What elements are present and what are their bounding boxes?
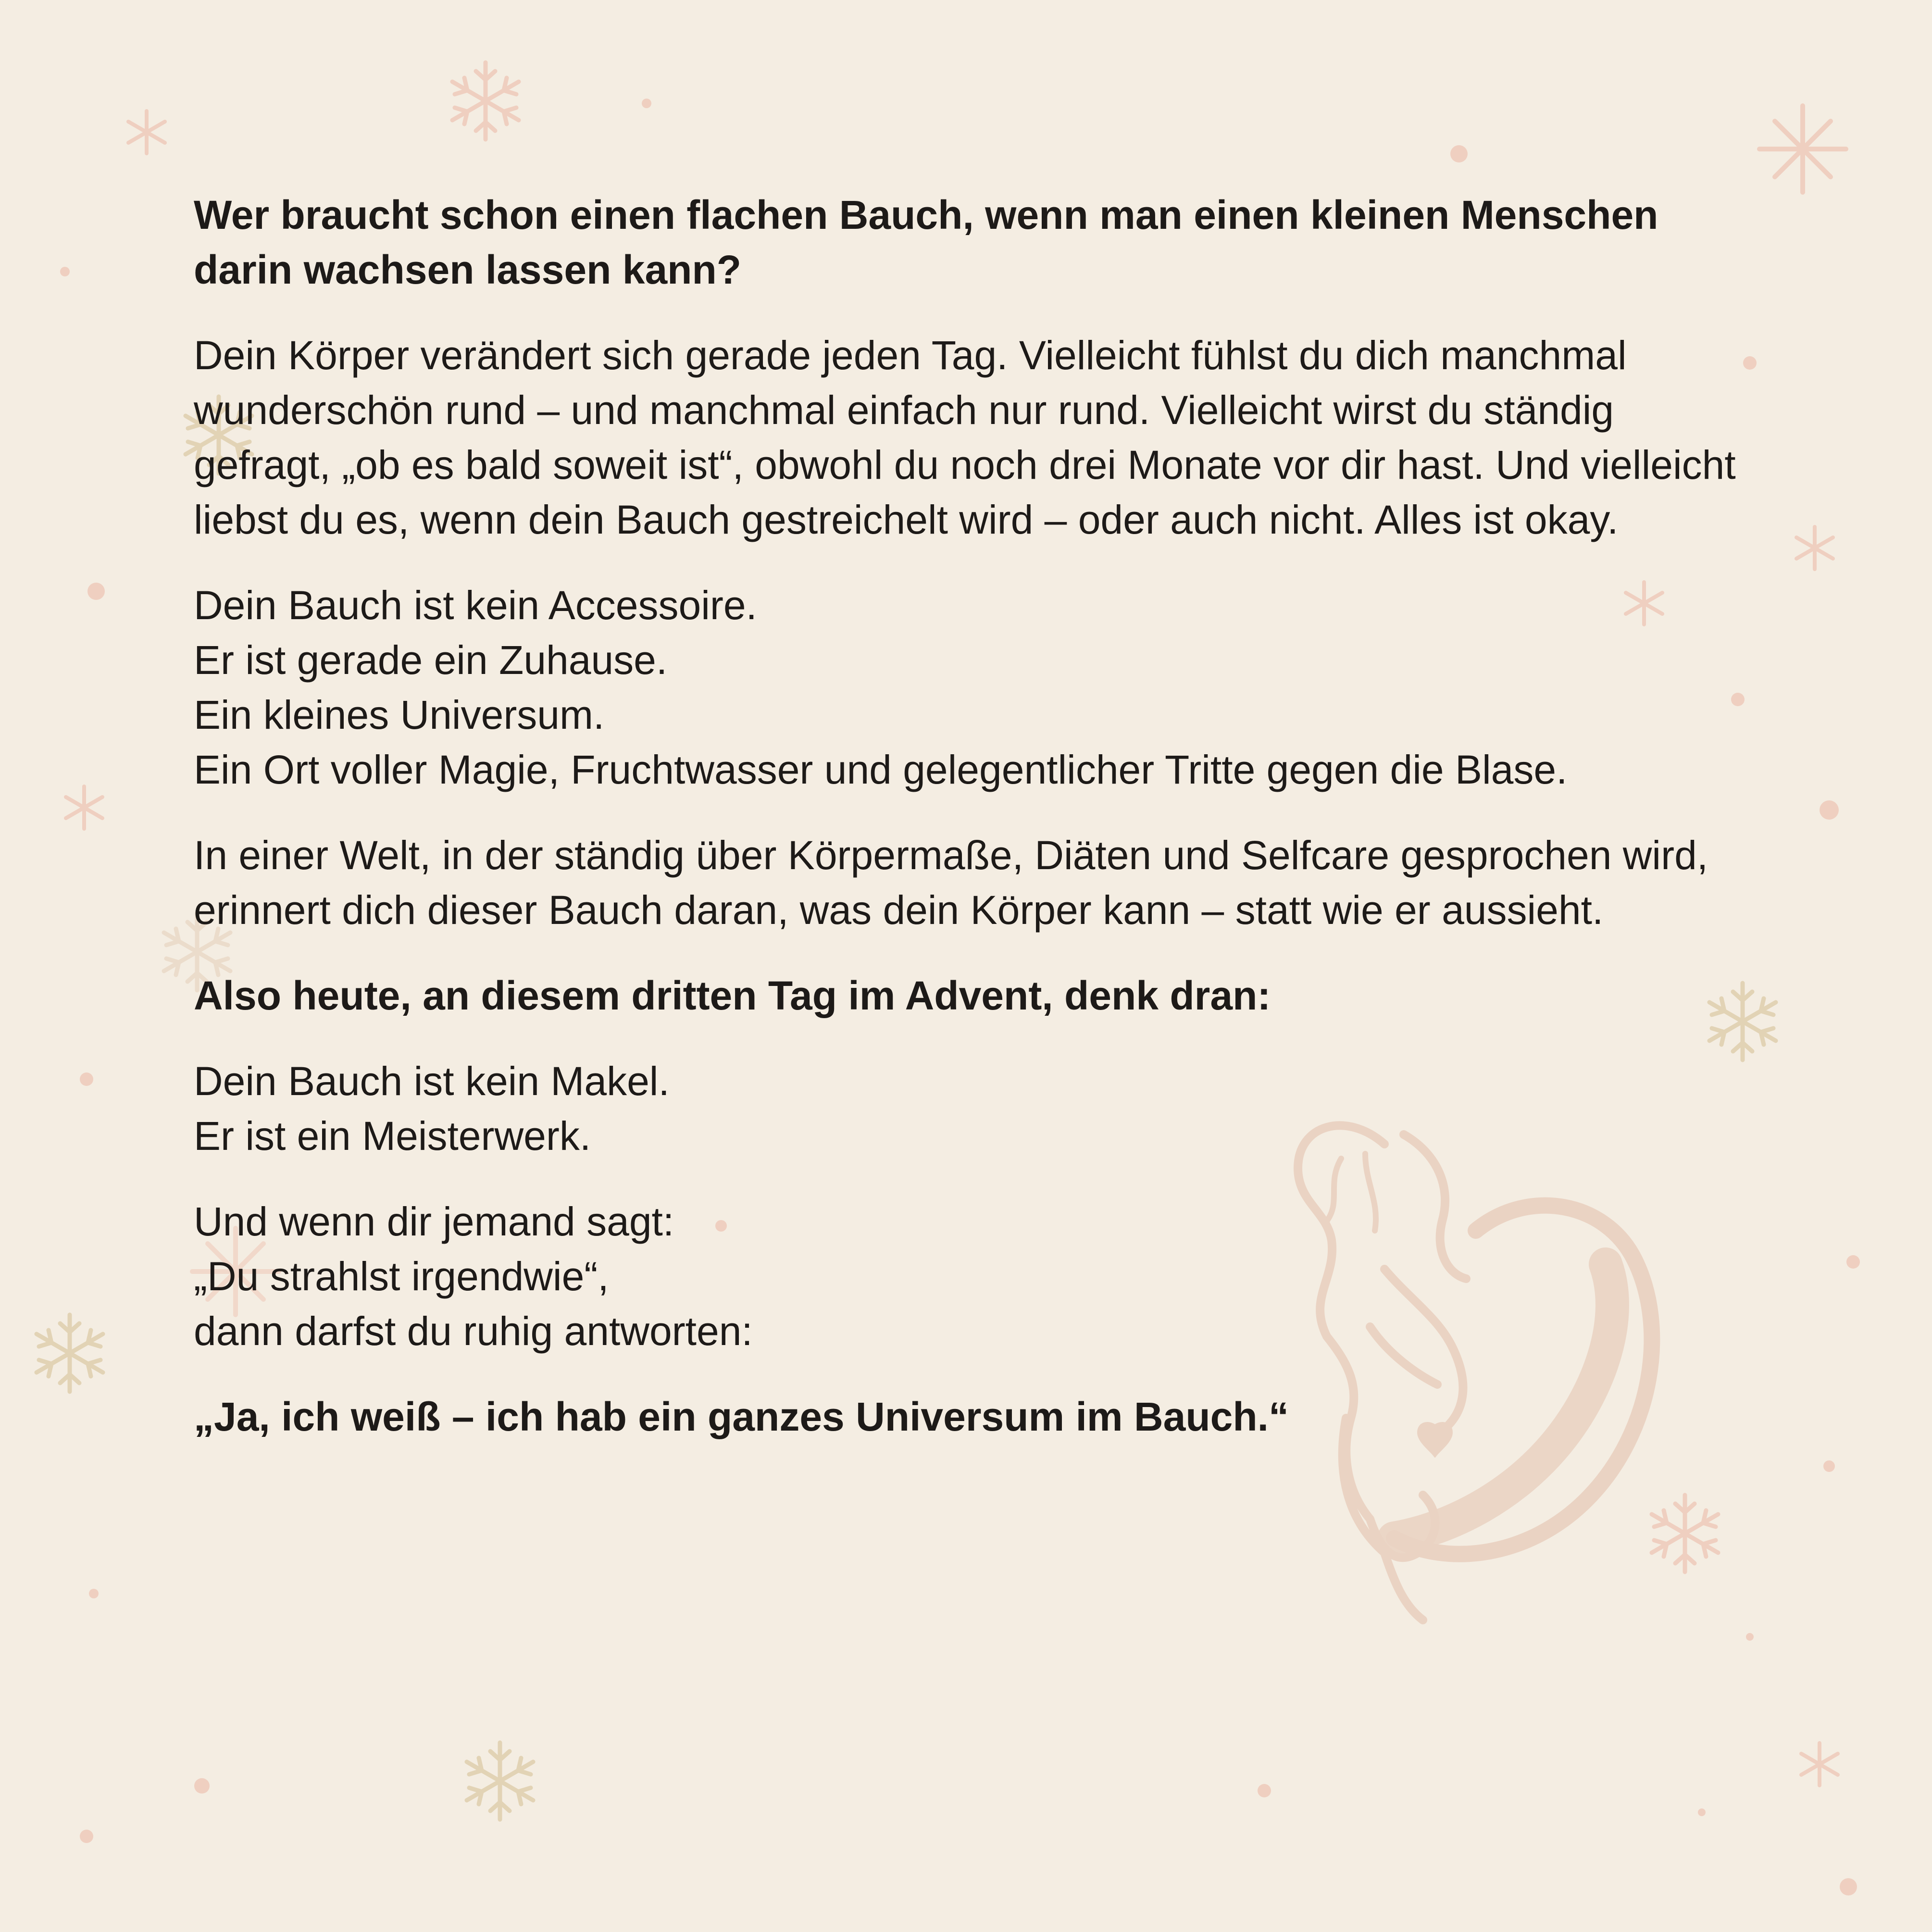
- snowflake-icon: [1652, 1495, 1718, 1572]
- snowflake-icon: [37, 1315, 103, 1392]
- snowflake-icon: [452, 62, 519, 139]
- article-text: [194, 187, 1761, 1475]
- heading: Wer braucht schon einen flachen Bauch, wenn man einen kleinen Menschen darin wachsen lassen kann?: [194, 192, 1658, 292]
- text-line: Ein Ort voller Magie, Fruchtwasser und gelegentlicher Tritte gegen die Blase.: [194, 747, 1568, 792]
- star-sparkle-icon: [66, 786, 102, 829]
- text-line: Er ist ein Meisterwerk.: [194, 1113, 591, 1159]
- paragraph-belly: [194, 578, 1761, 797]
- text-line: Er ist gerade ein Zuhause.: [194, 637, 668, 683]
- paragraph-masterpiece: [194, 1054, 1761, 1163]
- text-line: Ein kleines Universum.: [194, 692, 605, 737]
- snowflake-icon: [467, 1743, 533, 1820]
- text-line: dann darfst du ruhig antworten:: [194, 1309, 753, 1354]
- star-sparkle-icon: [128, 111, 165, 153]
- star-sparkle-icon: [1759, 106, 1846, 192]
- paragraph-intro: Dein Körper verändert sich gerade jeden Tag. Vielleicht fühlst du dich manchmal wunderschön rund – und manchmal einfach nur rund. Vielleicht wirst du ständig gefragt, „ob es bald soweit ist“, obwohl du noch drei Monate vor dir hast. Und vielleicht liebst du es, wenn dein Bauch gestreichelt wird – oder auch nicht. Alles ist okay.: [194, 333, 1736, 542]
- text-line: „Du strahlst irgendwie“,: [194, 1254, 609, 1299]
- star-sparkle-icon: [1801, 1743, 1838, 1785]
- text-line: Und wenn dir jemand sagt:: [194, 1199, 674, 1244]
- paragraph-answer: [194, 1194, 1761, 1359]
- text-line: Dein Bauch ist kein Accessoire.: [194, 583, 757, 628]
- closing-quote: „Ja, ich weiß – ich hab ein ganzes Universum im Bauch.“: [194, 1394, 1289, 1439]
- advent-reminder: Also heute, an diesem dritten Tag im Advent, denk dran:: [194, 973, 1271, 1018]
- star-sparkle-icon: [1796, 527, 1833, 569]
- paragraph-world: In einer Welt, in der ständig über Körpermaße, Diäten und Selfcare gesprochen wird, erinnert dich dieser Bauch daran, was dein Körper kann – statt wie er aussieht.: [194, 833, 1708, 933]
- text-line: Dein Bauch ist kein Makel.: [194, 1059, 670, 1104]
